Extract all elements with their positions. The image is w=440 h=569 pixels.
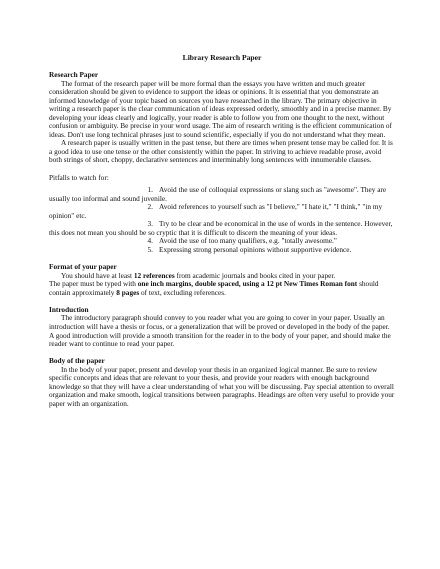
format-references-line: You should have at least 12 references from academic journals and books cited in your paper. [61,270,336,280]
pitfall-item [49,220,395,237]
section-heading-format: Format of your paper [49,262,117,272]
pitfall-number: 2. [147,202,153,212]
section-heading-introduction: Introduction [49,304,89,314]
paragraph-introduction: The introductory paragraph should convey to you reader what you are going to cover in your paper. Usually an introduction will have a thesis or focus, or a generalization that will be proved or developed in the body of the paper. A good introduction will provide a smooth transition for the reader in to the body of your paper, and should make the reader want to continue to read your paper. [49,313,391,349]
pitfalls-heading: Pitfalls to watch for: [49,172,109,182]
pitfall-text: Try to be clear and be economical in the use of words in the sentence. However, [159,219,393,229]
pitfall-text: Avoid the use of too many qualifiers, e.g. "totally awesome." [159,236,337,246]
document-body [49,71,395,409]
section-heading-research-paper: Research Paper [49,70,99,79]
section-heading-body: Body of the paper [49,356,105,366]
paragraph-body: In the body of your paper, present and develop your thesis in an organized logical manner. Be sure to review specific concepts and ideas that are relevant to your thesis, and provide your readers with enough background knowledge so that they will have a clear understanding of what you will be discussing. Pay special attention to overall organization and make smooth, logical transitions between paragraphs. Headings are often very useful to provide your paper with an organization. [49,364,395,408]
pitfalls-list [49,186,395,254]
pitfall-number: 4. [147,236,153,246]
pitfall-text: Avoid the use of colloquial expressions or slang such as "awesome". They are [159,185,387,195]
format-typing-line: The paper must be typed with one inch margins, double spaced, using a 12 pt New Times Roman font should contain approximately 8 pages of text, excluding references. [49,279,379,297]
pitfall-item [49,203,395,220]
format-requirements: one inch margins, double spaced, using a 12 pt New Times Roman font [137,279,358,289]
pitfall-text-continued: usually too informal and sound juvenile. [49,193,167,203]
pitfall-number: 5. [147,244,153,254]
pitfall-item [49,246,395,255]
paragraph-research-paper-tense: A research paper is usually written in the past tense, but there are times when present tense may be called for. It is a good idea to use one tense or the other consistently within the paper. In striving to achieve readable prose, avoid both strings of short, choppy, declarative sentences and interminably long sentences with innumerable clauses. [49,138,393,165]
pitfall-text: Avoid references to yourself such as "I believe," "I hate it," "I think," "in my [159,202,383,212]
references-count: 12 references [133,270,175,280]
pitfall-text: Expressing strong personal opinions without supportive evidence. [159,244,352,254]
pitfall-item [49,186,395,203]
page-count: 8 pages [116,287,140,297]
pitfall-number: 3. [147,219,153,229]
pitfall-text-continued: this does not mean you should be so cryptic that it is difficult to discern the meaning of your ideas. [49,227,338,237]
paragraph-research-paper-intro: The format of the research paper will be more formal than the essays you have written and much greater consideration should be given to evidence to support the ideas or opinions. It is essential that you demonstrate an informed knowledge of your topic based on sources you have researched in the library. The primary objective in writing a research paper is the clear communication of ideas expressed orderly, smoothly and in a precise manner. By developing your ideas clearly and logically, your reader is able to follow you from one thought to the next, without confusion or ambiguity. Be precise in your word usage. The aim of research writing is the efficient communication of ideas. Don't use long technical phrases just to sound scientific, especially if you do not understand what they mean. [49,78,392,139]
document-title: Library Research Paper [182,53,262,62]
pitfall-number: 1. [147,185,153,195]
pitfall-text-continued: opinion" etc. [49,210,87,220]
